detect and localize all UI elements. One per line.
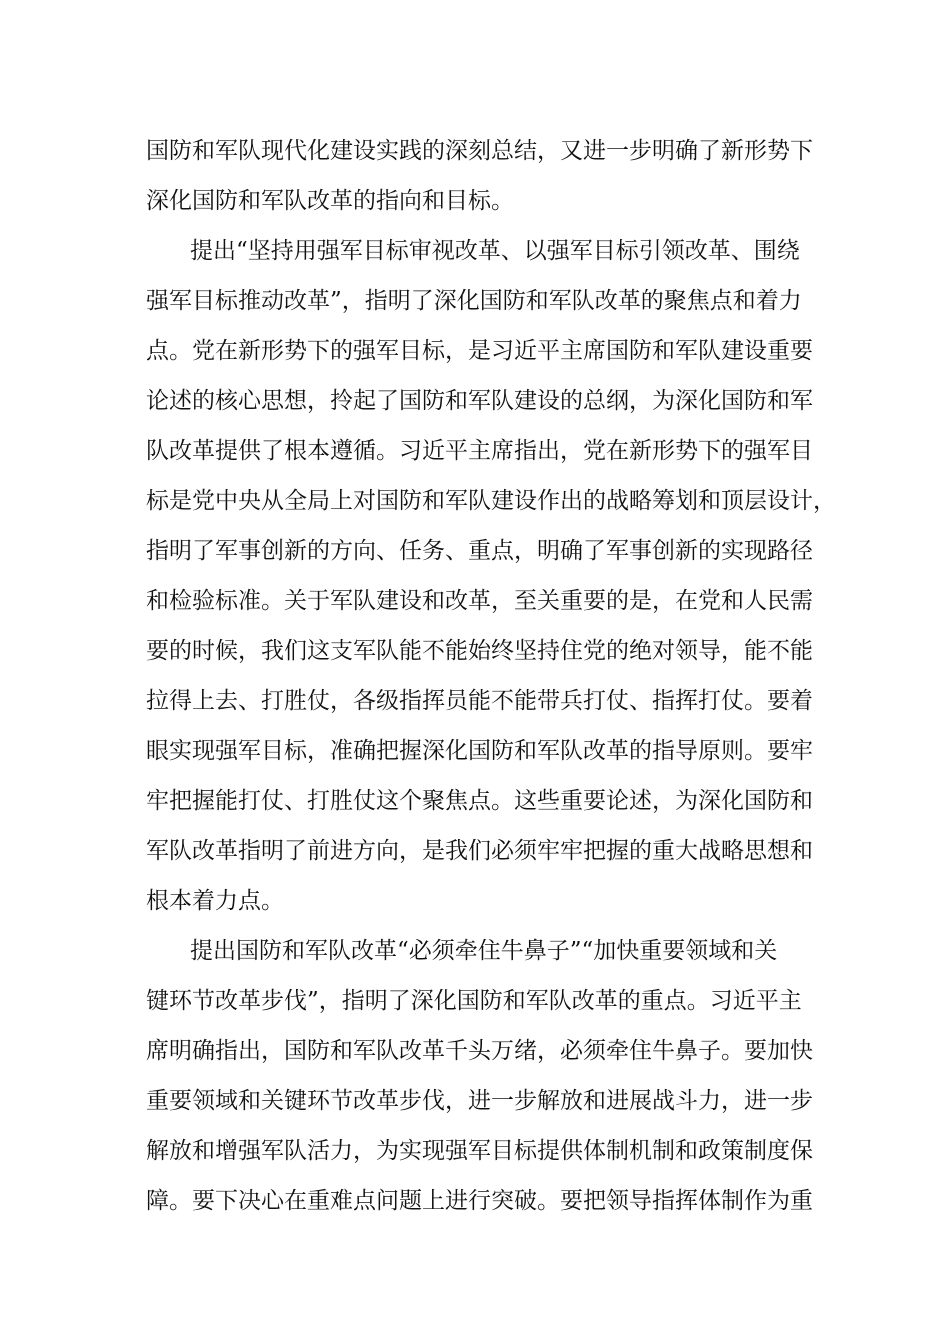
text-line: 拉得上去、打胜仗，各级指挥员能不能带兵打仗、指挥打仗。要着: [146, 688, 813, 714]
text-line: 席明确指出，国防和军队改革千头万绪，必须牵住牛鼻子。要加快: [146, 1038, 813, 1064]
text-line: 国防和军队现代化建设实践的深刻总结，又进一步明确了新形势下: [146, 138, 813, 164]
text-line: 牢把握能打仗、打胜仗这个聚焦点。这些重要论述，为深化国防和: [146, 788, 813, 814]
text-line: 根本着力点。: [146, 888, 284, 914]
text-line: 点。党在新形势下的强军目标，是习近平主席国防和军队建设重要: [146, 338, 813, 364]
text-line: 强军目标推动改革”，指明了深化国防和军队改革的聚焦点和着力: [146, 288, 802, 314]
text-line: 解放和增强军队活力，为实现强军目标提供体制机制和政策制度保: [146, 1138, 813, 1164]
text-line: 军队改革指明了前进方向，是我们必须牢牢把握的重大战略思想和: [146, 838, 813, 864]
text-line: 指明了军事创新的方向、任务、重点，明确了军事创新的实现路径: [146, 538, 813, 564]
text-line: 障。要下决心在重难点问题上进行突破。要把领导指挥体制作为重: [146, 1188, 813, 1214]
text-line: 要的时候，我们这支军队能不能始终坚持住党的绝对领导，能不能: [146, 638, 813, 664]
text-line: 深化国防和军队改革的指向和目标。: [146, 188, 514, 214]
paragraph-first-line: 提出国防和军队改革“必须牵住牛鼻子”“加快重要领域和关: [190, 938, 778, 964]
text-line: 键环节改革步伐”，指明了深化国防和军队改革的重点。习近平主: [146, 988, 802, 1014]
text-line: 标是党中央从全局上对国防和军队建设作出的战略筹划和顶层设计，: [146, 488, 836, 514]
text-line: 重要领域和关键环节改革步伐，进一步解放和进展战斗力，进一步: [146, 1088, 813, 1114]
paragraph-first-line: 提出“坚持用强军目标审视改革、以强军目标引领改革、围绕: [190, 238, 800, 264]
text-line: 论述的核心思想，拎起了国防和军队建设的总纲，为深化国防和军: [146, 388, 813, 414]
text-line: 队改革提供了根本遵循。习近平主席指出，党在新形势下的强军目: [146, 438, 813, 464]
text-line: 眼实现强军目标，准确把握深化国防和军队改革的指导原则。要牢: [146, 738, 813, 764]
text-line: 和检验标准。关于军队建设和改革，至关重要的是，在党和人民需: [146, 588, 813, 614]
